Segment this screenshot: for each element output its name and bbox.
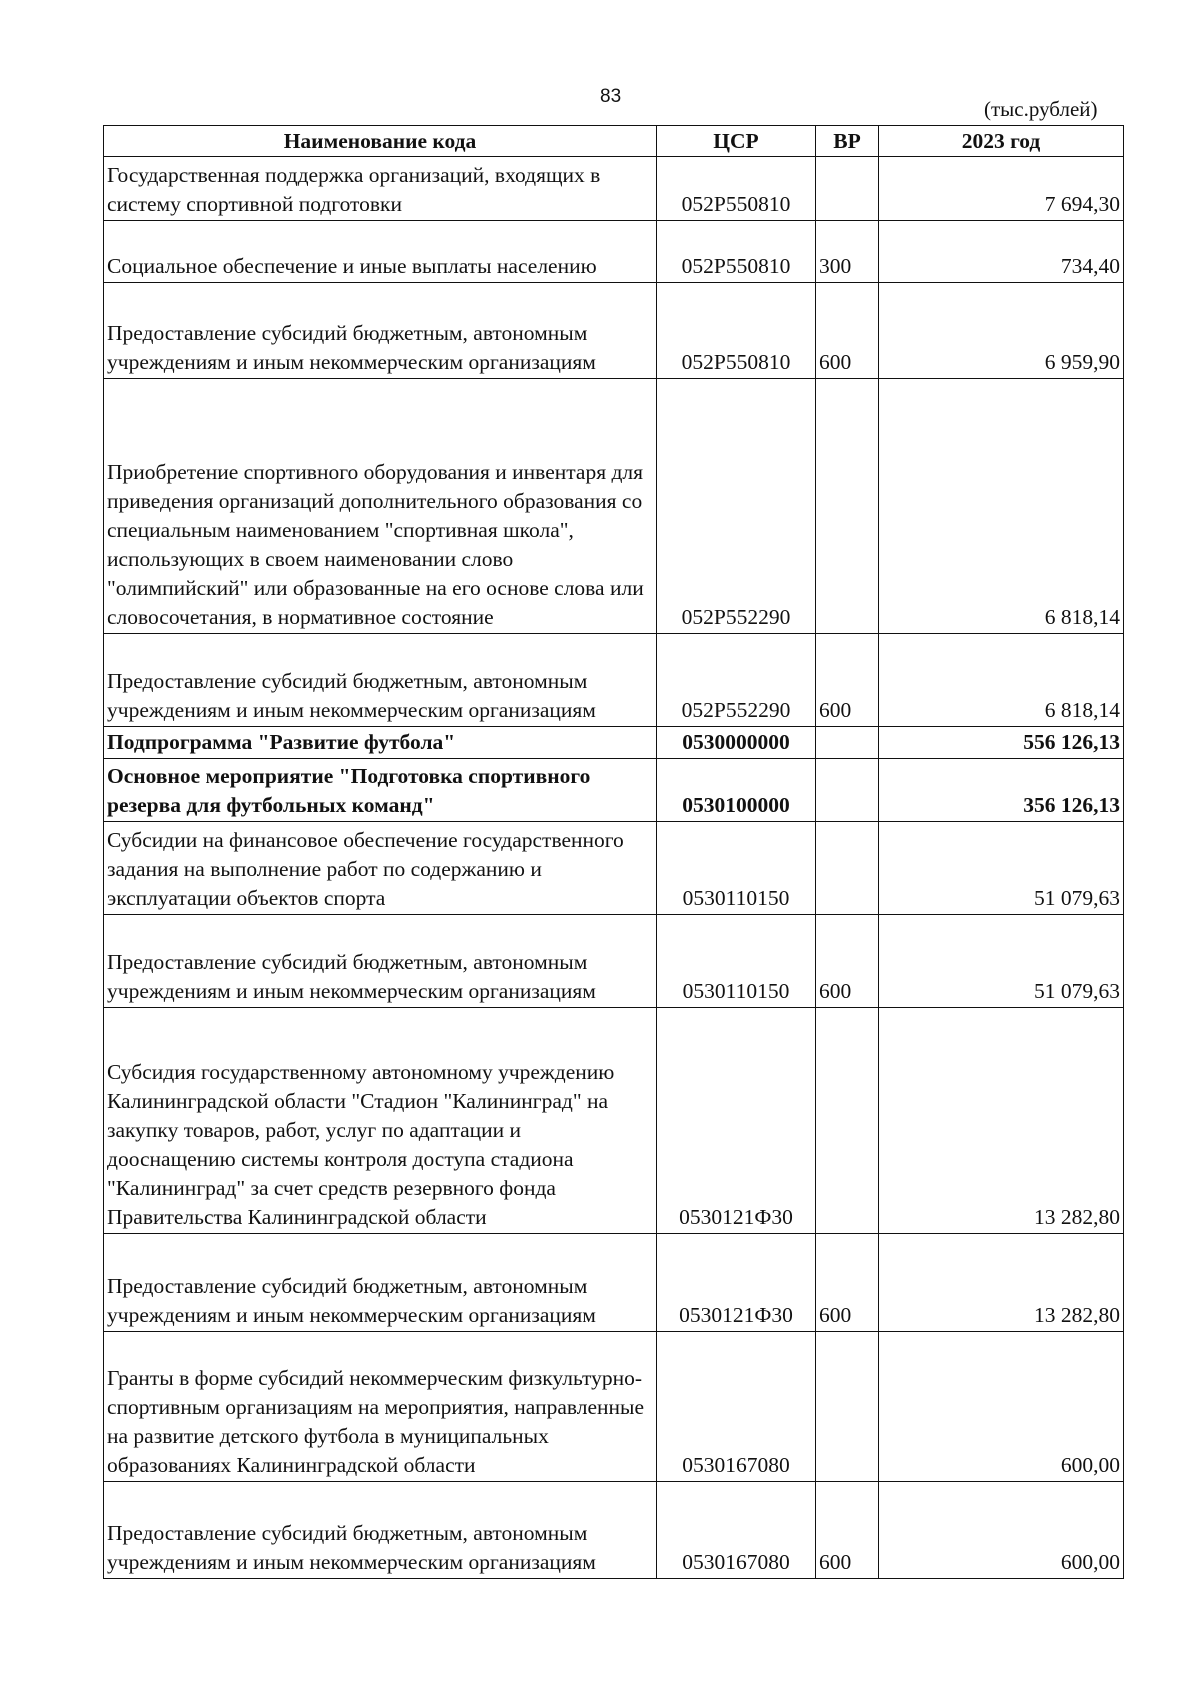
row-name: Подпрограмма "Развитие футбола" [104,727,657,759]
table-row [104,759,1124,822]
row-vr [816,1332,879,1482]
budget-table [103,125,1124,1579]
row-amount: 51 079,63 [879,822,1124,915]
row-name: Предоставление субсидий бюджетным, автономным учреждениям и иным некоммерческим организациям [104,283,657,379]
row-vr: 600 [816,915,879,1008]
table-header-row [104,126,1124,157]
row-name: Субсидии на финансовое обеспечение государственного задания на выполнение работ по содержанию и эксплуатации объектов спорта [104,822,657,915]
table-row [104,157,1124,221]
row-amount: 13 282,80 [879,1008,1124,1234]
row-amount: 556 126,13 [879,727,1124,759]
row-vr [816,759,879,822]
header-csr: ЦСР [657,126,816,157]
row-amount: 356 126,13 [879,759,1124,822]
table-row [104,221,1124,283]
row-name: Социальное обеспечение и иные выплаты населению [104,221,657,283]
row-vr: 600 [816,634,879,727]
row-csr: 0530100000 [657,759,816,822]
row-name: Гранты в форме субсидий некоммерческим физкультурно-спортивным организациям на мероприятия, направленные на развитие детского футбола в муниципальных образованиях Калининградской области [104,1332,657,1482]
table-row [104,379,1124,634]
table-row [104,727,1124,759]
row-vr [816,379,879,634]
table-row [104,915,1124,1008]
row-name: Предоставление субсидий бюджетным, автономным учреждениям и иным некоммерческим организациям [104,1482,657,1579]
header-name: Наименование кода [104,126,657,157]
row-name: Предоставление субсидий бюджетным, автономным учреждениям и иным некоммерческим организациям [104,915,657,1008]
units-label: (тыс.рублей) [984,97,1098,121]
row-name: Предоставление субсидий бюджетным, автономным учреждениям и иным некоммерческим организациям [104,1234,657,1332]
row-name: Субсидия государственному автономному учреждению Калининградской области "Стадион "Калининград" на закупку товаров, работ, услуг по адаптации и дооснащению системы контроля доступа стадиона "Калининград" за счет средств резервного фонда Правительства Калининградской области [104,1008,657,1234]
row-name: Государственная поддержка организаций, входящих в систему спортивной подготовки [104,157,657,221]
row-vr [816,822,879,915]
row-name: Приобретение спортивного оборудования и инвентаря для приведения организаций дополнительного образования со специальным наименованием "спортивная школа", использующих в своем наименовании слово "олимпийский" или образованные на его основе слова или словосочетания, в нормативное состояние [104,379,657,634]
row-vr [816,1008,879,1234]
table-row [104,822,1124,915]
row-vr: 600 [816,283,879,379]
row-csr: 052Р550810 [657,283,816,379]
header-year: 2023 год [879,126,1124,157]
row-amount: 734,40 [879,221,1124,283]
table-row [104,1008,1124,1234]
row-amount: 7 694,30 [879,157,1124,221]
table-row [104,1234,1124,1332]
table-row [104,1482,1124,1579]
row-csr: 0530167080 [657,1482,816,1579]
row-csr: 0530167080 [657,1332,816,1482]
row-csr: 052Р550810 [657,157,816,221]
row-name: Предоставление субсидий бюджетным, автономным учреждениям и иным некоммерческим организациям [104,634,657,727]
row-vr: 600 [816,1234,879,1332]
table-row [104,1332,1124,1482]
row-csr: 0530000000 [657,727,816,759]
row-csr: 0530121Ф30 [657,1234,816,1332]
row-csr: 052Р550810 [657,221,816,283]
table-row [104,634,1124,727]
row-csr: 0530110150 [657,915,816,1008]
header-vr: ВР [816,126,879,157]
row-csr: 0530110150 [657,822,816,915]
row-vr: 600 [816,1482,879,1579]
table-row [104,283,1124,379]
row-amount: 51 079,63 [879,915,1124,1008]
row-amount: 600,00 [879,1332,1124,1482]
row-csr: 052Р552290 [657,379,816,634]
row-vr [816,157,879,221]
row-amount: 6 818,14 [879,379,1124,634]
row-vr [816,727,879,759]
row-amount: 13 282,80 [879,1234,1124,1332]
row-amount: 6 959,90 [879,283,1124,379]
row-csr: 0530121Ф30 [657,1008,816,1234]
row-vr: 300 [816,221,879,283]
row-name: Основное мероприятие "Подготовка спортивного резерва для футбольных команд" [104,759,657,822]
row-amount: 600,00 [879,1482,1124,1579]
row-csr: 052Р552290 [657,634,816,727]
row-amount: 6 818,14 [879,634,1124,727]
page-number: 83 [600,86,622,107]
